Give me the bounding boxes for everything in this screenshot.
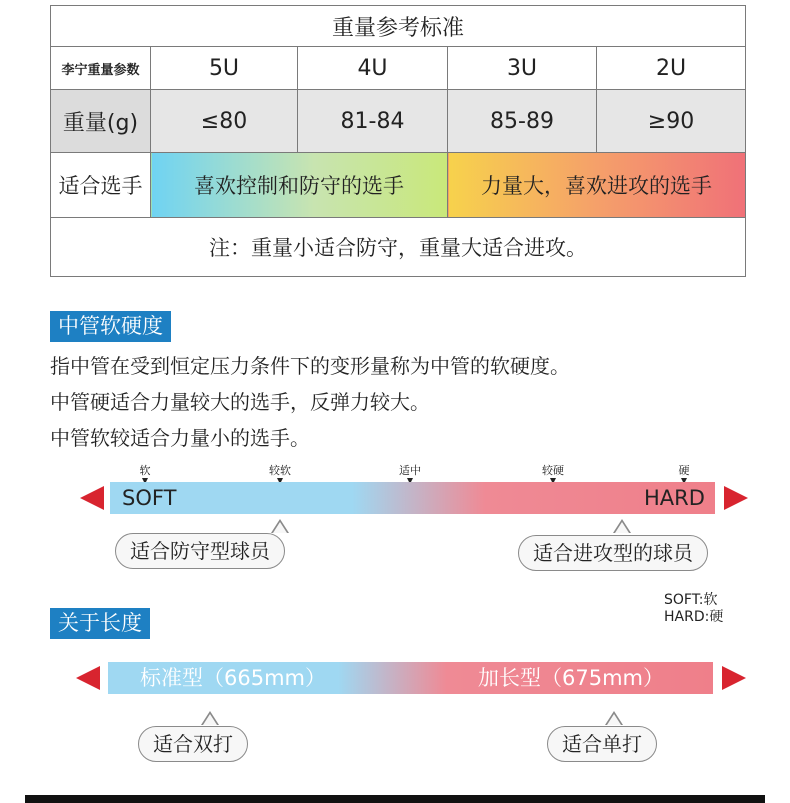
soft-hard-legend — [664, 592, 723, 626]
legend-hard: HARD:硬 — [664, 609, 724, 625]
hard-text: HARD — [644, 486, 705, 510]
weight-label: 重量(g) — [51, 90, 151, 153]
tick-stiff: 硬 — [664, 462, 704, 484]
pointer-up-icon — [605, 711, 623, 725]
pointer-up-icon — [271, 519, 289, 533]
left-arrow-icon — [76, 666, 100, 690]
singles-bubble: 适合单打 — [547, 726, 657, 762]
stiffness-bar — [110, 482, 715, 514]
suit-offensive-cell: 力量大，喜欢进攻的选手 — [448, 153, 746, 218]
extended-length-text: 加长型（675mm） — [478, 666, 664, 690]
shaft-desc-line-2: 中管硬适合力量较大的选手，反弹力较大。 — [50, 390, 430, 414]
table-title: 重量参考标准 — [51, 6, 746, 47]
doubles-bubble: 适合双打 — [138, 726, 248, 762]
grade-cell: 2U — [597, 47, 746, 90]
table-note: 注：重量小适合防守，重量大适合进攻。 — [51, 218, 746, 277]
defensive-player-bubble: 适合防守型球员 — [115, 533, 285, 569]
pointer-up-icon — [201, 711, 219, 725]
standard-length-text: 标准型（665mm） — [140, 666, 326, 690]
weight-reference-table — [50, 5, 746, 277]
offensive-player-bubble: 适合进攻型的球员 — [518, 535, 708, 571]
tick-medium: 适中 — [390, 462, 430, 484]
weight-cell: 85-89 — [448, 90, 597, 153]
shaft-desc-line-3: 中管软较适合力量小的选手。 — [50, 426, 310, 450]
bottom-divider — [25, 795, 765, 803]
grade-cell: 3U — [448, 47, 597, 90]
suit-defensive-cell: 喜欢控制和防守的选手 — [151, 153, 448, 218]
param-label: 李宁重量参数 — [51, 47, 151, 90]
right-arrow-icon — [724, 486, 748, 510]
tick-softer: 较软 — [260, 462, 300, 484]
weight-cell: ≥90 — [597, 90, 746, 153]
tick-stiffer: 较硬 — [533, 462, 573, 484]
weight-cell: 81-84 — [298, 90, 448, 153]
right-arrow-icon — [722, 666, 746, 690]
shaft-desc-line-1: 指中管在受到恒定压力条件下的变形量称为中管的软硬度。 — [50, 354, 570, 378]
shaft-section-title: 中管软硬度 — [50, 311, 171, 342]
pointer-up-icon — [613, 519, 631, 533]
legend-soft: SOFT:软 — [664, 592, 718, 608]
left-arrow-icon — [80, 486, 104, 510]
suit-label: 适合选手 — [51, 153, 151, 218]
soft-text: SOFT — [122, 486, 177, 510]
length-section-title: 关于长度 — [50, 608, 150, 639]
tick-soft: 软 — [125, 462, 165, 484]
grade-cell: 4U — [298, 47, 448, 90]
weight-cell: ≤80 — [151, 90, 298, 153]
grade-cell: 5U — [151, 47, 298, 90]
